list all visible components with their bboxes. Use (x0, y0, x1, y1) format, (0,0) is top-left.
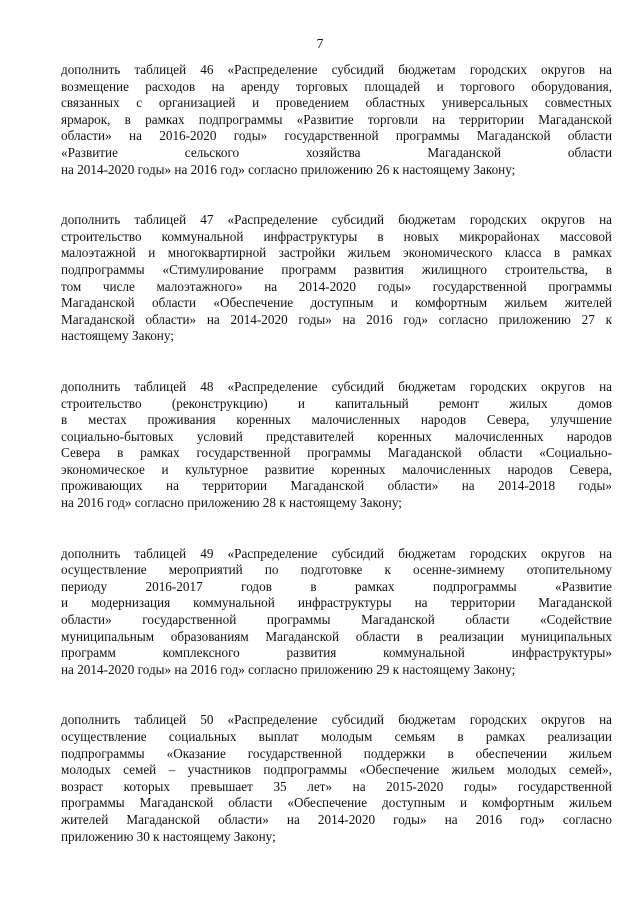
text-line: программ комплексного развития коммунальной инфраструктуры» (61, 645, 612, 661)
paragraph-table-50 (61, 712, 612, 845)
text-line: строительство коммунальной инфраструктуры в новых микрорайонах массовой (61, 228, 612, 244)
text-line: возраст которых превышает 35 лет» на 2015-2020 годы» государственной (61, 778, 612, 794)
text-line: «Развитие сельского хозяйства Магаданской области (61, 144, 612, 160)
text-line: том числе малоэтажного» на 2014-2020 годы» государственной программы (61, 278, 612, 294)
text-line: в местах проживания коренных малочисленных народов Севера, улучшение (61, 412, 612, 428)
paragraph-table-46 (61, 62, 612, 178)
text-line: жителей Магаданской области» на 2014-2020 годы» на 2016 год» согласно (61, 811, 612, 827)
text-line: Севера в рамках государственной программы Магаданской области «Социально- (61, 445, 612, 461)
text-line: проживающих на территории Магаданской области» на 2014-2018 годы» (61, 478, 612, 494)
text-line: экономическое и культурное развитие коренных малочисленных народов Севера, (61, 461, 612, 477)
text-line: строительство (реконструкцию) и капитальный ремонт жилых домов (61, 395, 612, 411)
text-line: на 2016 год» согласно приложению 28 к настоящему Закону; (61, 495, 402, 511)
text-line: на 2014-2020 годы» на 2016 год» согласно приложению 29 к настоящему Закону; (61, 661, 516, 677)
text-line: муниципальным образованиям Магаданской области в реализации муниципальных (61, 628, 612, 644)
paragraph-table-47 (61, 212, 612, 345)
text-line: осуществление мероприятий по подготовке к осенне-зимнему отопительному (61, 562, 612, 578)
text-line: возмещение расходов на аренду торговых площадей и торгового оборудования, (61, 78, 612, 94)
document-body (61, 62, 612, 879)
text-line: настоящему Закону; (61, 328, 174, 344)
text-line: малоэтажной и многоквартирной застройки жильем экономического класса в рамках (61, 245, 612, 261)
text-line: области» на 2016-2020 годы» государственной программы Магаданской области (61, 128, 612, 144)
text-line: Магаданской области «Обеспечение доступным и комфортным жильем жителей (61, 295, 612, 311)
text-line: дополнить таблицей 48 «Распределение субсидий бюджетам городских округов на (61, 378, 612, 394)
text-line: связанных с организацией и проведением областных универсальных совместных (61, 95, 612, 111)
text-line: приложению 30 к настоящему Закону; (61, 828, 276, 844)
text-line: дополнить таблицей 50 «Распределение субсидий бюджетам городских округов на (61, 712, 612, 728)
text-line: области» государственной программы Магаданской области «Содействие (61, 612, 612, 628)
text-line: ярмарок, в рамках подпрограммы «Развитие торговли на территории Магаданской (61, 111, 612, 127)
page-number: 7 (316, 36, 324, 51)
text-line: Магаданской области» на 2014-2020 годы» на 2016 год» согласно приложению 27 к (61, 311, 612, 327)
text-line: на 2014-2020 годы» на 2016 год» согласно приложению 26 к настоящему Закону; (61, 161, 516, 177)
text-line: осуществление социальных выплат молодым семьям в рамках реализации (61, 729, 612, 744)
text-line: подпрограммы «Оказание государственной поддержки в обеспечении жильем (61, 745, 612, 761)
text-line: дополнить таблицей 49 «Распределение субсидий бюджетам городских округов на (61, 545, 612, 561)
paragraph-table-49 (61, 546, 612, 679)
text-line: программы Магаданской области «Обеспечение доступным и комфортным жильем (61, 795, 612, 811)
text-line: и модернизация коммунальной инфраструктуры на территории Магаданской (61, 595, 612, 611)
paragraph-table-48 (61, 379, 612, 512)
text-line: дополнить таблицей 46 «Распределение субсидий бюджетам городских округов на (61, 62, 612, 77)
text-line: молодых семей – участников подпрограммы «Обеспечение жильем молодых семей», (61, 762, 612, 778)
text-line: социально-бытовых условий представителей коренных малочисленных народов (61, 428, 612, 444)
text-line: дополнить таблицей 47 «Распределение субсидий бюджетам городских округов на (61, 212, 612, 228)
text-line: периоду 2016-2017 годов в рамках подпрограммы «Развитие (61, 578, 612, 594)
text-line: подпрограммы «Стимулирование программ развития жилищного строительства, в (61, 261, 612, 277)
